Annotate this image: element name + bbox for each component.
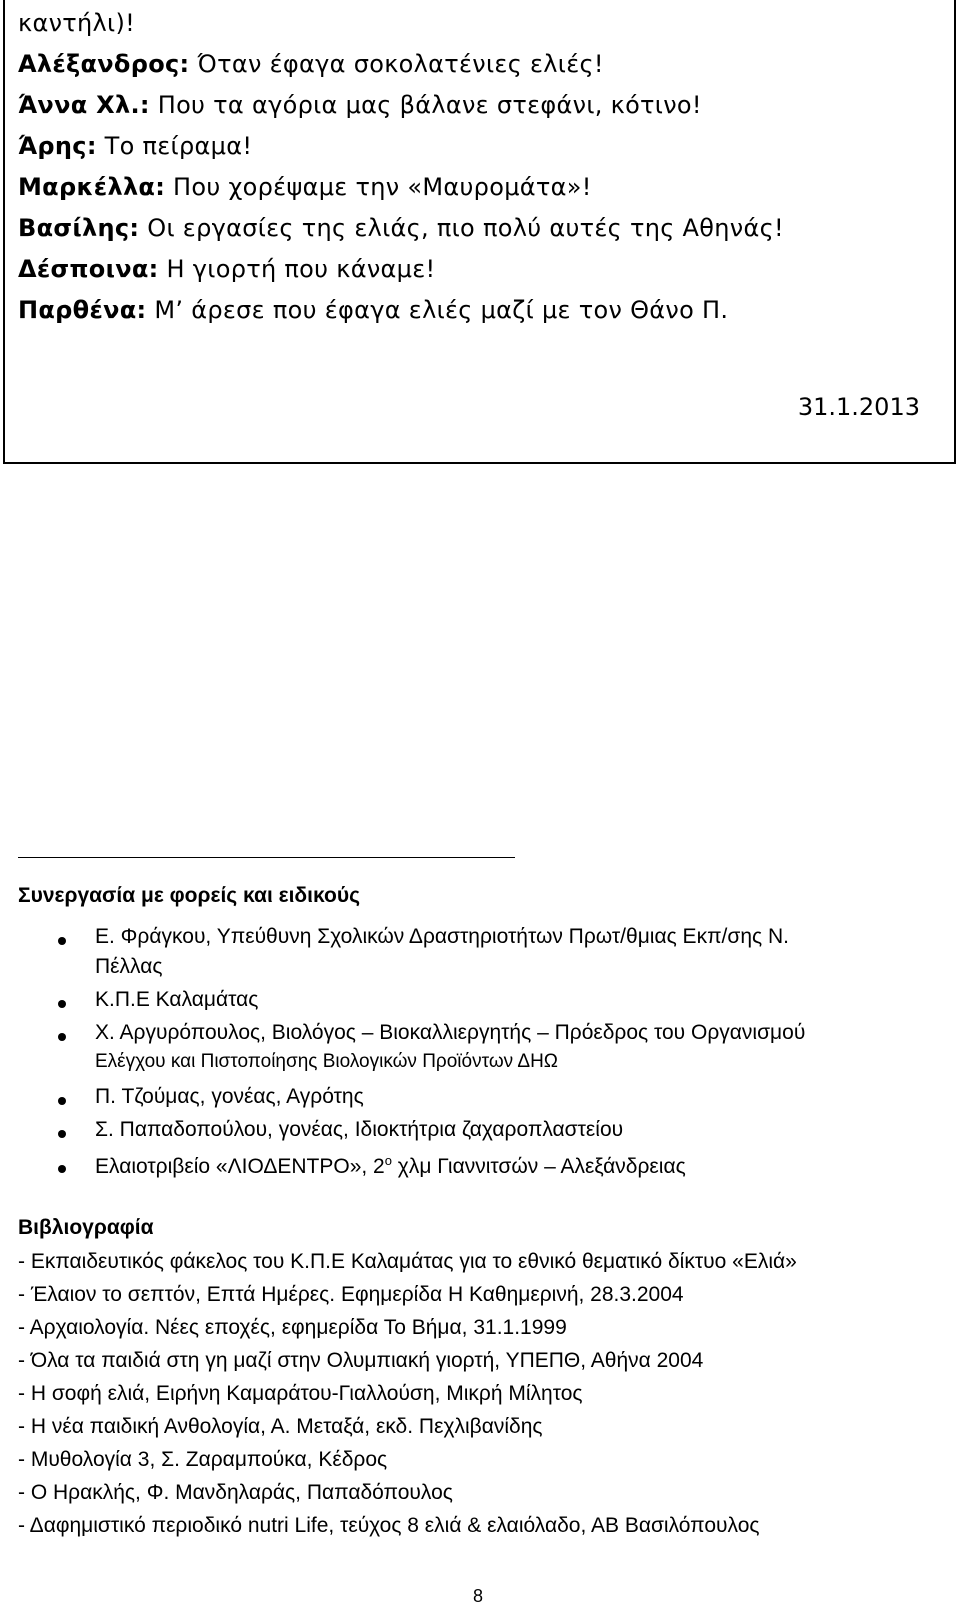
- bibliography-item: - Μυθολογία 3, Σ. Ζαραμπούκα, Κέδρος: [18, 1448, 388, 1471]
- quote-line-4: [18, 173, 592, 201]
- cooperation-item-2: Κ.Π.Ε Καλαμάτας: [95, 988, 259, 1011]
- bibliography-title: Βιβλιογραφία: [18, 1216, 154, 1239]
- quotes-date: 31.1.2013: [797, 393, 920, 421]
- bullet-icon: [58, 1097, 66, 1105]
- quote-line-3: [18, 132, 252, 160]
- quote-line-2: [18, 91, 702, 119]
- bullet-icon: [58, 1165, 66, 1173]
- quote-speaker: Παρθένα:: [18, 296, 147, 324]
- bibliography-item: - Ο Ηρακλής, Φ. Μανδηλαράς, Παπαδόπουλος: [18, 1481, 453, 1504]
- cooperation-item-3-cont: Ελέγχου και Πιστοποίησης Βιολογικών Προϊόντων ΔΗΩ: [95, 1051, 559, 1072]
- cooperation-item-6-b: χλμ Γιαννιτσών – Αλεξάνδρειας: [391, 1155, 686, 1178]
- quote-text: Που χορέψαμε την «Μαυρομάτα»!: [165, 173, 592, 201]
- quote-line-0: [18, 9, 135, 37]
- bibliography-item: - Δαφημιστικό περιοδικό nutri Life, τεύχος 8 ελιά & ελαιόλαδο, ΑΒ Βασιλόπουλος: [18, 1514, 760, 1537]
- cooperation-item-6-a: Ελαιοτριβείο «ΛΙΟΔΕΝΤΡΟ», 2: [95, 1155, 385, 1178]
- bullet-icon: [58, 1033, 66, 1041]
- bibliography-item: - Έλαιον το σεπτόν, Επτά Ημέρες. Εφημερίδα Η Καθημερινή, 28.3.2004: [18, 1283, 684, 1306]
- quote-line-5: [18, 214, 784, 242]
- quote-line-1: [18, 50, 604, 78]
- cooperation-item-5: Σ. Παπαδοπούλου, γονέας, Ιδιοκτήτρια ζαχαροπλαστείου: [95, 1118, 624, 1141]
- bibliography-item: - Αρχαιολογία. Νέες εποχές, εφημερίδα Το Βήμα, 31.1.1999: [18, 1316, 567, 1339]
- quote-text: Μ’ άρεσε που έφαγα ελιές μαζί με τον Θάνο Π.: [146, 296, 729, 324]
- bibliography-item: - Όλα τα παιδιά στη γη μαζί στην Ολυμπιακή γιορτή, ΥΠΕΠΘ, Αθήνα 2004: [18, 1349, 704, 1372]
- quote-speaker: Αλέξανδρος:: [18, 50, 190, 78]
- bibliography-item: - Η σοφή ελιά, Ειρήνη Καμαράτου-Γιαλλούση, Μικρή Μίλητος: [18, 1382, 583, 1405]
- cooperation-item-4: Π. Τζούμας, γονέας, Αγρότης: [95, 1085, 364, 1108]
- cooperation-item-6: [95, 1153, 686, 1179]
- quote-text: Όταν έφαγα σοκολατένιες ελιές!: [189, 50, 604, 78]
- page-number: 8: [473, 1586, 484, 1606]
- quote-text: Οι εργασίες της ελιάς, πιο πολύ αυτές της Αθηνάς!: [139, 214, 784, 242]
- quote-text: Που τα αγόρια μας βάλανε στεφάνι, κότινο!: [149, 91, 702, 119]
- cooperation-item-6-sup: ο: [384, 1153, 392, 1168]
- bibliography-item: - Εκπαιδευτικός φάκελος του Κ.Π.Ε Καλαμάτας για το εθνικό θεματικό δίκτυο «Ελιά»: [18, 1250, 797, 1273]
- bullet-icon: [58, 1000, 66, 1008]
- quote-line-7: [18, 296, 728, 324]
- cooperation-item-1-cont: Πέλλας: [95, 955, 163, 978]
- quote-line-6: [18, 255, 435, 283]
- quote-text: Το πείραμα!: [96, 132, 253, 160]
- quote-speaker: Βασίλης:: [18, 214, 140, 242]
- bullet-icon: [58, 937, 66, 945]
- cooperation-item-1: Ε. Φράγκου, Υπεύθυνη Σχολικών Δραστηριοτήτων Πρωτ/θμιας Εκπ/σης Ν.: [95, 925, 789, 948]
- quote-text: καντήλι)!: [18, 9, 136, 37]
- quote-speaker: Μαρκέλλα:: [18, 173, 166, 201]
- bibliography-item: - Η νέα παιδική Ανθολογία, Α. Μεταξά, εκδ. Πεχλιβανίδης: [18, 1415, 543, 1438]
- bullet-icon: [58, 1130, 66, 1138]
- quote-speaker: Άρης:: [18, 132, 97, 160]
- quote-speaker: Δέσποινα:: [18, 255, 159, 283]
- cooperation-item-3: Χ. Αργυρόπουλος, Βιολόγος – Βιοκαλλιεργητής – Πρόεδρος του Οργανισμού: [95, 1021, 806, 1044]
- section-divider: [18, 857, 515, 858]
- cooperation-title: Συνεργασία με φορείς και ειδικούς: [18, 884, 360, 907]
- quote-speaker: Άννα Χλ.:: [18, 91, 150, 119]
- quote-text: Η γιορτή που κάναμε!: [158, 255, 436, 283]
